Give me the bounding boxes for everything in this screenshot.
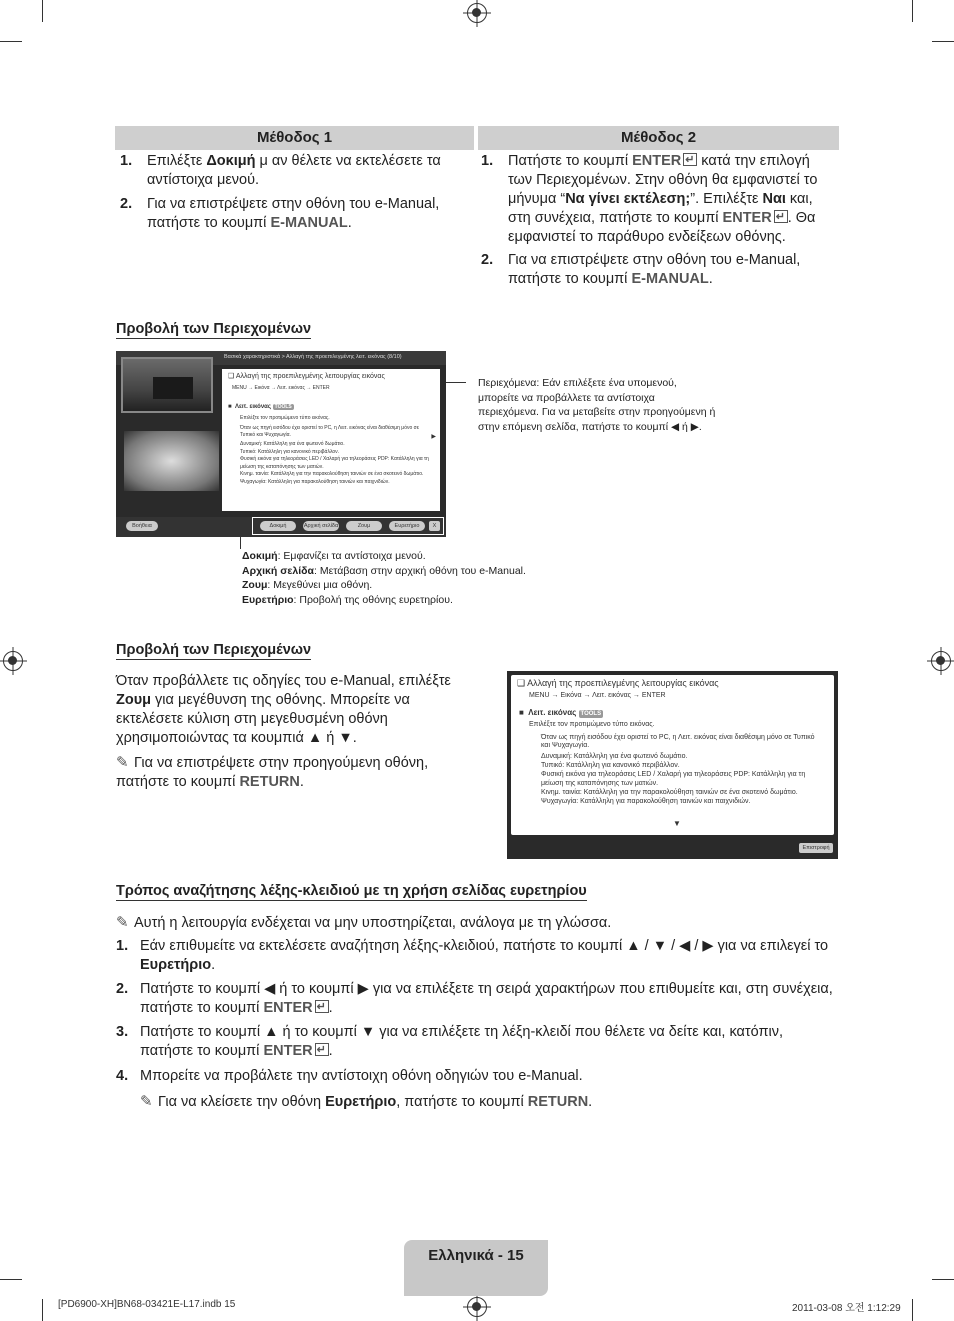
crop-mark	[42, 0, 43, 22]
method1-header: Μέθοδος 1	[115, 126, 474, 150]
try-button[interactable]: Δοκιμή	[260, 521, 296, 531]
note-icon: ✎	[116, 754, 129, 771]
zoom-button[interactable]: Ζουμ	[346, 521, 382, 531]
content-panel: ❑ Αλλαγή της προεπιλεγμένης λειτουργίας εικόνας MENU → Εικόνα → Λειτ. εικόνας → ENTER ■ Λειτ. εικόνας TOOLS Επιλέξτε τον προτιμώμενο τύπο εικόνας. Όταν ως πηγή εισόδου έχει οριστεί το PC, η Λειτ. εικόνας είναι διαθέσιμη μόνο σε Τυπικό και Ψυχαγωγία. Δυναμική: Κατάλληλη για ένα φωτεινό δωμάτιο. Τυπικό: Κατάλληλη για κανονικό περιβάλλον. Φυσική εικόνα για τηλεοράσεις LED / Χαλαρή για τηλεοράσεις PDP: Κατάλληλη για τη μείωση της καταπόνησης των ματιών. Κινημ. ταινία: Κατάλληλη για την παρακολούθηση ταινιών σε ένα σκοτεινό δωμάτιο. Ψυχαγωγία: Κατάλληλη για παρακολούθηση ταινιών και παιχνιδιών. ▶	[222, 369, 440, 511]
callout-buttons: Δοκιμή: Εμφανίζει τα αντίστοιχα μενού. Αρχική σελίδα: Μετάβαση στην αρχική οθόνη του e-Manual. Ζουμ: Μεγεθύνει μια οθόνη. Ευρετήριο: Προβολή της οθόνης ευρετηρίου.	[242, 550, 526, 606]
method2-step1: 1. Πατήστε το κουμπί ENTER↵ κατά την επιλογή των Περιεχομένων. Στην οθόνη θα εμφανιστεί το μήνυμα “Να γίνει εκτέλεση;”. Επιλέξτε Ναι και, στη συνέχεια, πατήστε το κουμπί ENTER↵ . Θα εμφανιστεί το παράθυρο ενδείξεων οθόνης.	[481, 152, 833, 247]
section2-title: Προβολή των Περιεχομένων	[116, 642, 312, 658]
index-step2: 2. Πατήστε το κουμπί ◀ ή το κουμπί ▶ για να επιλέξετε τη σειρά χαρακτήρων που επιθυμείτε και, στη συνέχεια, πατήστε το κουμπί ENTER↵ .	[116, 980, 838, 1018]
method2-header: Μέθοδος 2	[478, 126, 839, 150]
method1-step1: 1. Επιλέξτε Δοκιμή μ αν θέλετε να εκτελέσετε τα αντίστοιχα μενού.	[120, 153, 441, 188]
contents-highlight	[222, 369, 440, 511]
index-note2: ✎ Για να κλείσετε την οθόνη Ευρετήριο, πατήστε το κουμπί RETURN.	[140, 1093, 593, 1110]
registration-mark-icon	[3, 651, 23, 671]
close-button[interactable]: X	[429, 521, 440, 531]
mode-label: ■ Λειτ. εικόνας TOOLS	[228, 404, 292, 410]
enter-icon	[315, 1000, 329, 1013]
crop-mark	[932, 41, 954, 42]
footer-file: [PD6900-XH]BN68-03421E-L17.indb 15	[58, 1299, 236, 1310]
section3-title: Τρόπος αναζήτησης λέξης-κλειδιού με τη χρήση σελίδας ευρετηρίου	[116, 883, 587, 899]
method1-step2: 2. Για να επιστρέψετε στην οθόνη του e-Manual, πατήστε το κουμπί E-MANUAL.	[120, 196, 440, 231]
note-icon: ✎	[140, 1093, 153, 1110]
footer-date: 2011-03-08 오전 1:12:29	[792, 1303, 901, 1314]
crop-mark	[0, 41, 22, 42]
registration-mark-icon	[467, 1297, 487, 1317]
crop-mark	[42, 1299, 43, 1321]
home-button[interactable]: Αρχική σελίδα	[303, 523, 339, 529]
page-number-label: Ελληνικά - 15	[404, 1240, 548, 1296]
next-page-icon[interactable]: ▶	[431, 434, 436, 440]
zoomed-screen	[507, 671, 838, 859]
registration-mark-icon	[931, 651, 951, 671]
note-icon: ✎	[116, 914, 129, 931]
enter-icon	[315, 1043, 329, 1056]
zoomed-content-panel: ❑ Αλλαγή της προεπιλεγμένης λειτουργίας εικόνας MENU → Εικόνα → Λειτ. εικόνας → ENTER ■ Λειτ. εικόνας TOOLS Επιλέξτε τον προτιμώμενο τύπο εικόνας. Όταν ως πηγή εισόδου έχει οριστεί το PC, η Λειτ. εικόνας είναι διαθέσιμη μόνο σε Τυπικό και Ψυχαγωγία. Δυναμική: Κατάλληλη για ένα φωτεινό δωμάτιο. Τυπικό: Κατάλληλη για κανονικό περιβάλλον. Φυσική εικόνα για τηλεοράσεις LED / Χαλαρή για τηλεοράσεις PDP: Κατάλληλη για τη μείωση της καταπόνησης των ματιών. Κινημ. ταινία: Κατάλληλη για την παρακολούθηση ταινιών σε ένα σκοτεινό δωμάτιο. Ψυχαγωγία: Κατάλληλη για παρακολούθηση ταινιών και παιχνιδιών. ▼	[511, 675, 834, 835]
registration-mark-icon	[467, 3, 487, 23]
enter-icon	[683, 153, 697, 166]
screen-tv-illustration	[124, 431, 219, 491]
content-heading: ❑ Αλλαγή της προεπιλεγμένης λειτουργίας εικόνας	[228, 373, 385, 380]
scroll-down-icon[interactable]: ▼	[673, 819, 681, 828]
callout-line	[446, 382, 466, 383]
section1-title: Προβολή των Περιεχομένων	[116, 321, 312, 337]
screen-photo	[121, 357, 213, 413]
index-step1: 1. Εάν επιθυμείτε να εκτελέσετε αναζήτηση λέξης-κλειδιού, πατήστε το κουμπί ▲ / ▼ / ◀ / ▶ για να επιλεγεί το Ευρετήριο.	[116, 938, 829, 973]
bullet-list: Δυναμική: Κατάλληλη για ένα φωτεινό δωμάτιο. Τυπικό: Κατάλληλη για κανονικό περιβάλλον. Φυσική εικόνα για τηλεοράσεις LED / Χαλαρή για τηλεοράσεις PDP: Κατάλληλη για τη μείωση της καταπόνησης των ματιών. Κινημ. ταινία: Κατάλληλη για την παρακολούθηση ταινιών σε ένα σκοτεινό δωμάτιο. Ψυχαγωγία: Κατάλληλη για παρακολούθηση ταινιών και παιχνιδιών.	[240, 441, 429, 485]
callout-line	[240, 537, 241, 549]
crop-mark	[0, 1279, 22, 1280]
callout-contents: Περιεχόμενα: Εάν επιλέξετε ένα υπομενού, μπορείτε να προβάλλετε τα αντίστοιχα περιεχόμενα. Για να μεταβείτε στην προηγούμενη ή στην επόμενη σελίδα, πατήστε το κουμπί ◀ ή ▶.	[478, 377, 716, 433]
emanual-screen	[116, 351, 446, 537]
index-step3: 3. Πατήστε το κουμπί ▲ ή το κουμπί ▼ για να επιλέξετε τη λέξη-κλειδί που θέλετε να δείτε και, κατόπιν, πατήστε το κουμπί ENTER↵ .	[116, 1023, 838, 1061]
index-button[interactable]: Ευρετήριο	[389, 521, 425, 531]
enter-icon	[774, 210, 788, 223]
zoom-note: ✎ Για να επιστρέψετε στην προηγούμενη οθόνη, πατήστε το κουμπί RETURN.	[116, 754, 429, 790]
index-note: ✎ Αυτή η λειτουργία ενδέχεται να μην υποστηρίζεται, ανάλογα με τη γλώσσα.	[116, 914, 612, 931]
crop-mark	[912, 0, 913, 22]
crop-mark	[932, 1279, 954, 1280]
return-button[interactable]: Επιστροφή	[799, 843, 833, 853]
menu-path: MENU → Εικόνα → Λειτ. εικόνας → ENTER	[232, 385, 330, 391]
zoom-paragraph: Όταν προβάλλετε τις οδηγίες του e-Manual, επιλέξτε Ζουμ για μεγέθυνση της οθόνης. Μπορείτε να εκτελέσετε κύλιση στη μεγεθυσμένη οθόνη χρησιμοποιώντας τα κουμπιά ▲ ή ▼.	[116, 673, 451, 746]
crop-mark	[912, 1299, 913, 1321]
breadcrumb: Βασικά χαρακτηριστικά > Αλλαγή της προεπιλεγμένης λειτ. εικόνας (8/10)	[224, 354, 402, 360]
help-button[interactable]: Βοήθεια	[126, 521, 158, 531]
index-step4: 4. Μπορείτε να προβάλετε την αντίστοιχη οθόνη οδηγιών του e-Manual.	[116, 1068, 583, 1084]
method2-step2: 2. Για να επιστρέψετε στην οθόνη του e-Manual, πατήστε το κουμπί E-MANUAL.	[481, 252, 801, 287]
